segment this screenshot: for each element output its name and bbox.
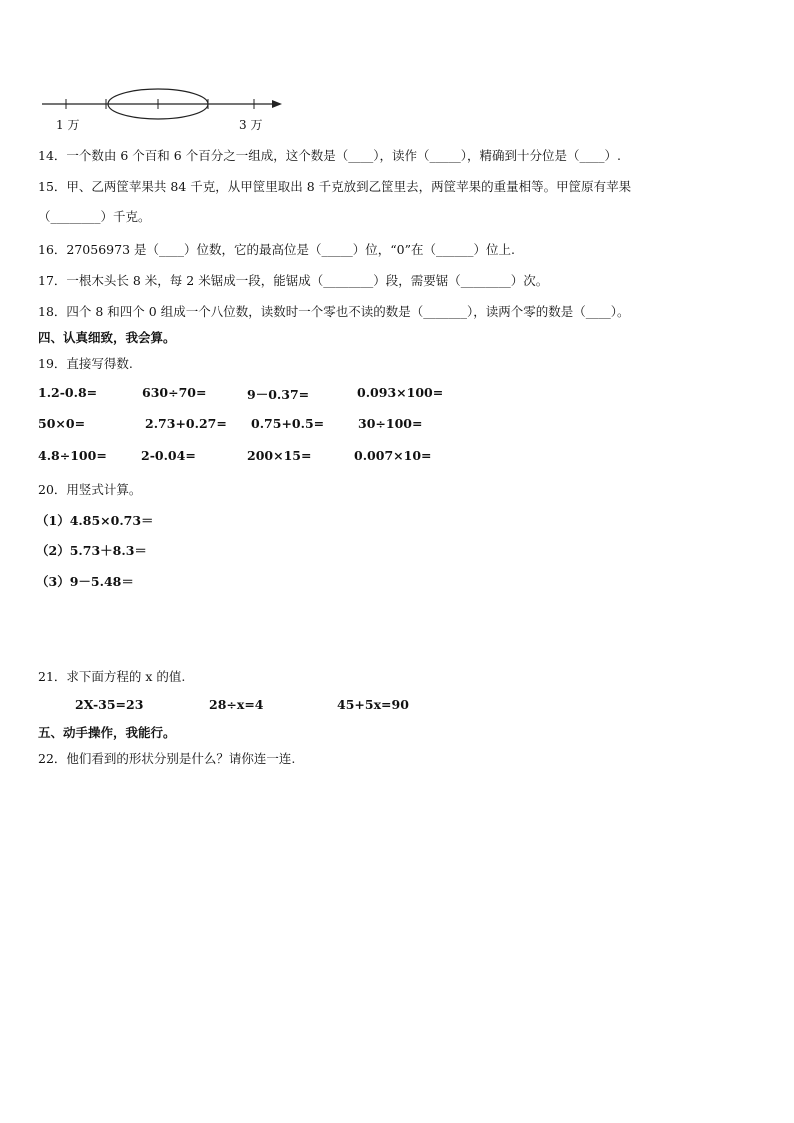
question-20-title: 20．用竖式计算。	[38, 482, 142, 497]
vertical-calc-item-1: （1）4.85×0.73＝	[36, 513, 154, 528]
equation-3: 45+5x=90	[337, 697, 409, 712]
vertical-calc-item-3: （3）9－5.48＝	[36, 574, 134, 589]
calc-item: 50×0=	[38, 416, 86, 431]
calc-item: 0.007×10=	[354, 448, 432, 463]
number-line-right-label: 3 万	[239, 118, 263, 132]
calc-item: 2-0.04=	[141, 448, 196, 463]
vertical-calc-item-2: （2）5.73＋8.3＝	[36, 543, 147, 558]
section-5-title: 五、动手操作，我能行。	[38, 725, 176, 740]
calc-item: 2.73+0.27=	[145, 416, 227, 431]
calc-item: 200×15=	[247, 448, 312, 463]
calc-item: 0.75+0.5=	[251, 416, 325, 431]
question-14: 14．一个数由 6 个百和 6 个百分之一组成，这个数是（____），读作（_____），精确到十分位是（____）.	[38, 148, 621, 163]
equation-1: 2X-35=23	[75, 697, 144, 712]
question-15-line1: 15．甲、乙两筐苹果共 84 千克，从甲筐里取出 8 千克放到乙筐里去，两筐苹果的重量相等。甲筐原有苹果	[38, 179, 632, 194]
question-17: 17．一根木头长 8 米，每 2 米锯成一段，能锯成（________）段，需要锯（________）次。	[38, 273, 549, 288]
question-22: 22．他们看到的形状分别是什么？请你连一连.	[38, 751, 296, 766]
number-line-left-label: 1 万	[56, 118, 80, 132]
question-18: 18．四个 8 和四个 0 组成一个八位数，读数时一个零也不读的数是（_______），读两个零的数是（____）。	[38, 304, 630, 319]
equation-2: 28÷x=4	[209, 697, 264, 712]
question-16: 16．27056973 是（____）位数，它的最高位是（_____）位，“0”在（______）位上.	[38, 242, 515, 257]
arrow-head-icon	[272, 100, 282, 108]
calc-item: 0.093×100=	[357, 385, 444, 400]
calc-item: 30÷100=	[358, 416, 423, 431]
calc-item: 4.8÷100=	[38, 448, 107, 463]
calc-item: 1.2-0.8=	[38, 385, 98, 400]
question-19-title: 19．直接写得数.	[38, 356, 133, 371]
calc-item: 630÷70=	[142, 385, 207, 400]
calc-item: 9－0.37=	[247, 387, 310, 402]
question-15-line2: （________）千克。	[38, 209, 151, 224]
section-4-title: 四、认真细致，我会算。	[38, 330, 176, 345]
question-21-title: 21．求下面方程的 x 的值.	[38, 669, 186, 684]
